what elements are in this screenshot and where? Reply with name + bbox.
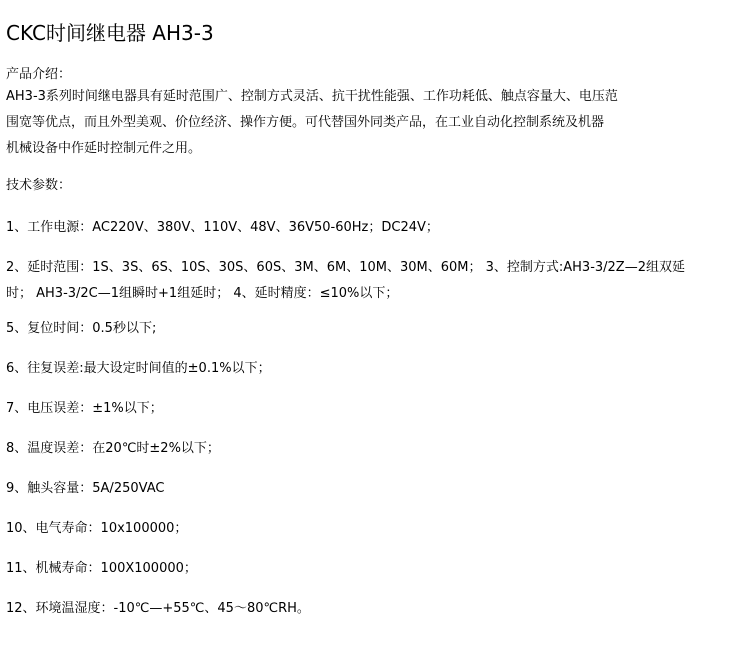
- spec-item-repeat-error: 6、往复误差:最大设定时间值的±0.1%以下；: [6, 361, 271, 376]
- intro-line: 机械设备中作延时控制元件之用。: [6, 141, 202, 156]
- spec-item-mechanical-life: 11、机械寿命：100X100000；: [6, 561, 197, 576]
- intro-line: AH3-3系列时间继电器具有延时范围广、控制方式灵活、抗干扰性能强、工作功耗低、触点容量大、电压范: [6, 89, 618, 104]
- spec-item-electrical-life: 10、电气寿命：10x100000；: [6, 521, 188, 536]
- intro-paragraph: [6, 84, 750, 162]
- page-title: CKC时间继电器 AH3-3: [6, 21, 214, 45]
- spec-item-delay-range: [6, 255, 750, 307]
- intro-line: 围宽等优点，而且外型美观、价位经济、操作方便。可代替国外同类产品，在工业自动化控制系统及机器: [6, 115, 605, 130]
- spec-item-power: 1、工作电源：AC220V、380V、110V、48V、36V50-60Hz；DC24V；: [6, 220, 439, 235]
- spec-item-reset-time: 5、复位时间：0.5秒以下;: [6, 321, 157, 336]
- spec-item-ambient: 12、环境温湿度：-10℃—+55℃、45～80℃RH。: [6, 601, 310, 616]
- spec-item-contact-capacity: 9、触头容量：5A/250VAC: [6, 481, 165, 496]
- spec-item-temperature-error: 8、温度误差：在20℃时±2%以下；: [6, 441, 220, 456]
- specs-heading: 技术参数：: [6, 178, 72, 193]
- spec-item-voltage-error: 7、电压误差：±1%以下；: [6, 401, 163, 416]
- spec-line: 2、延时范围：1S、3S、6S、10S、30S、60S、3M、6M、10M、30M、60M； 3、控制方式:AH3-3/2Z—2组双延: [6, 260, 685, 275]
- intro-heading: 产品介绍：: [6, 67, 72, 82]
- spec-line: 时； AH3-3/2C—1组瞬时+1组延时； 4、延时精度：≤10%以下；: [6, 286, 399, 301]
